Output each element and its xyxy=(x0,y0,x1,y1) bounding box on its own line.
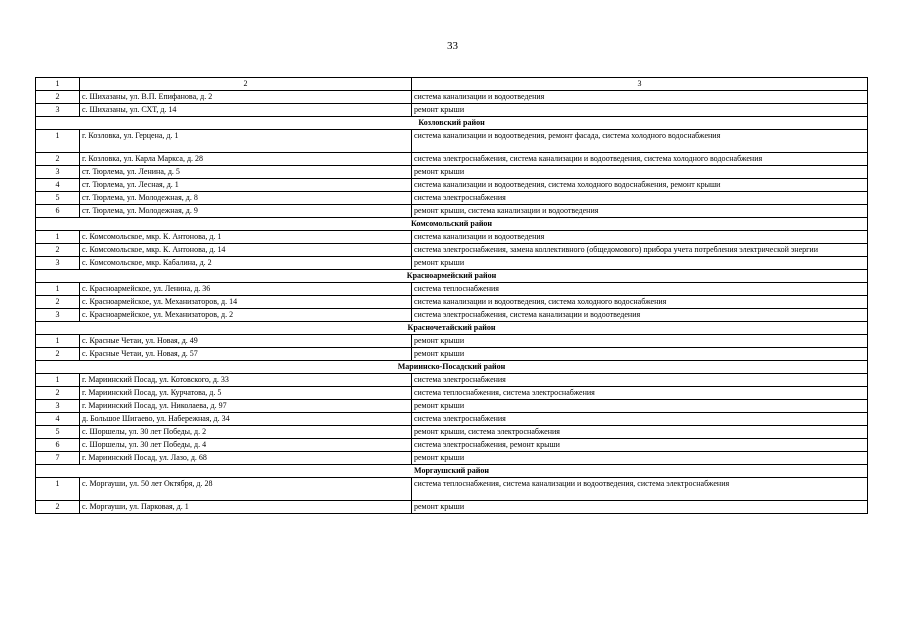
row-address-cell: ст. Тюрлема, ул. Ленина, д. 5 xyxy=(80,166,412,179)
row-works-cell: система канализации и водоотведения, ремонт фасада, система холодного водоснабжения xyxy=(412,130,868,153)
table-header-row xyxy=(36,78,868,91)
table-row xyxy=(36,348,868,361)
table-row xyxy=(36,374,868,387)
row-number-cell: 1 xyxy=(36,283,80,296)
header-cell-works: 3 xyxy=(412,78,868,91)
row-works-cell: система электроснабжения xyxy=(412,374,868,387)
table-row xyxy=(36,387,868,400)
row-address-cell: г. Мариинский Посад, ул. Котовского, д. 33 xyxy=(80,374,412,387)
table-row xyxy=(36,166,868,179)
row-number-cell: 2 xyxy=(36,91,80,104)
table-row xyxy=(36,452,868,465)
row-works-cell: система теплоснабжения, система канализации и водоотведения, система электроснабжения xyxy=(412,478,868,501)
row-address-cell: с. Шоршелы, ул. 30 лет Победы, д. 4 xyxy=(80,439,412,452)
district-header-row xyxy=(36,270,868,283)
row-address-cell: с. Красноармейское, ул. Механизаторов, д. 2 xyxy=(80,309,412,322)
row-address-cell: с. Моргауши, ул. 50 лет Октября, д. 28 xyxy=(80,478,412,501)
table-row xyxy=(36,153,868,166)
district-title: Козловский район xyxy=(36,117,868,130)
row-works-cell: ремонт крыши xyxy=(412,104,868,117)
district-title: Мариинско-Посадский район xyxy=(36,361,868,374)
district-header-row xyxy=(36,361,868,374)
table-row xyxy=(36,283,868,296)
row-address-cell: г. Козловка, ул. Карла Маркса, д. 28 xyxy=(80,153,412,166)
row-number-cell: 5 xyxy=(36,192,80,205)
row-number-cell: 2 xyxy=(36,348,80,361)
row-works-cell: ремонт крыши xyxy=(412,348,868,361)
row-address-cell: с. Красноармейское, ул. Ленина, д. 36 xyxy=(80,283,412,296)
table-row xyxy=(36,130,868,153)
row-address-cell: с. Шихазаны, ул. В.П. Епифанова, д. 2 xyxy=(80,91,412,104)
row-number-cell: 4 xyxy=(36,179,80,192)
row-works-cell: ремонт крыши xyxy=(412,400,868,413)
district-header-row xyxy=(36,322,868,335)
row-address-cell: с. Красные Четаи, ул. Новая, д. 57 xyxy=(80,348,412,361)
table-row xyxy=(36,426,868,439)
row-number-cell: 2 xyxy=(36,387,80,400)
row-works-cell: система электроснабжения, ремонт крыши xyxy=(412,439,868,452)
district-title: Комсомольский район xyxy=(36,218,868,231)
district-header-row xyxy=(36,465,868,478)
row-number-cell: 3 xyxy=(36,309,80,322)
row-works-cell: система электроснабжения xyxy=(412,413,868,426)
row-address-cell: с. Шоршелы, ул. 30 лет Победы, д. 2 xyxy=(80,426,412,439)
table-row xyxy=(36,205,868,218)
row-number-cell: 1 xyxy=(36,478,80,501)
row-works-cell: ремонт крыши xyxy=(412,335,868,348)
row-number-cell: 1 xyxy=(36,374,80,387)
repair-program-table xyxy=(35,77,868,514)
row-number-cell: 3 xyxy=(36,257,80,270)
table-row xyxy=(36,91,868,104)
row-number-cell: 6 xyxy=(36,205,80,218)
district-title: Красноармейский район xyxy=(36,270,868,283)
district-header-row xyxy=(36,117,868,130)
row-address-cell: с. Красноармейское, ул. Механизаторов, д. 14 xyxy=(80,296,412,309)
district-title: Красночетайский район xyxy=(36,322,868,335)
row-address-cell: г. Козловка, ул. Герцена, д. 1 xyxy=(80,130,412,153)
row-number-cell: 2 xyxy=(36,296,80,309)
header-cell-number: 1 xyxy=(36,78,80,91)
district-header-row xyxy=(36,218,868,231)
table-row xyxy=(36,231,868,244)
row-works-cell: система канализации и водоотведения, система холодного водоснабжения, ремонт крыши xyxy=(412,179,868,192)
row-number-cell: 2 xyxy=(36,244,80,257)
table-row xyxy=(36,501,868,514)
row-works-cell: система канализации и водоотведения, система холодного водоснабжения xyxy=(412,296,868,309)
row-works-cell: система электроснабжения, система канализации и водоотведения xyxy=(412,309,868,322)
row-number-cell: 3 xyxy=(36,166,80,179)
table-row xyxy=(36,192,868,205)
table-row xyxy=(36,244,868,257)
row-number-cell: 5 xyxy=(36,426,80,439)
row-works-cell: система теплоснабжения xyxy=(412,283,868,296)
table-row xyxy=(36,335,868,348)
table-row xyxy=(36,296,868,309)
row-address-cell: д. Большое Шигаево, ул. Набережная, д. 34 xyxy=(80,413,412,426)
row-number-cell: 1 xyxy=(36,335,80,348)
row-address-cell: ст. Тюрлема, ул. Молодежная, д. 9 xyxy=(80,205,412,218)
table-row xyxy=(36,400,868,413)
row-works-cell: система электроснабжения, замена коллективного (общедомового) прибора учета потребления электрической энергии xyxy=(412,244,868,257)
row-works-cell: ремонт крыши xyxy=(412,452,868,465)
row-works-cell: ремонт крыши xyxy=(412,166,868,179)
row-number-cell: 1 xyxy=(36,130,80,153)
row-address-cell: г. Мариинский Посад, ул. Николаева, д. 97 xyxy=(80,400,412,413)
row-address-cell: с. Моргауши, ул. Парковая, д. 1 xyxy=(80,501,412,514)
row-address-cell: ст. Тюрлема, ул. Лесная, д. 1 xyxy=(80,179,412,192)
row-address-cell: г. Мариинский Посад, ул. Курчатова, д. 5 xyxy=(80,387,412,400)
table-row xyxy=(36,413,868,426)
row-works-cell: ремонт крыши, система электроснабжения xyxy=(412,426,868,439)
row-address-cell: ст. Тюрлема, ул. Молодежная, д. 8 xyxy=(80,192,412,205)
row-number-cell: 2 xyxy=(36,153,80,166)
row-address-cell: с. Красные Четаи, ул. Новая, д. 49 xyxy=(80,335,412,348)
row-works-cell: система электроснабжения xyxy=(412,192,868,205)
row-number-cell: 7 xyxy=(36,452,80,465)
table-row xyxy=(36,104,868,117)
row-number-cell: 2 xyxy=(36,501,80,514)
table-row xyxy=(36,179,868,192)
row-works-cell: ремонт крыши, система канализации и водоотведения xyxy=(412,205,868,218)
row-number-cell: 3 xyxy=(36,400,80,413)
header-cell-address: 2 xyxy=(80,78,412,91)
row-number-cell: 1 xyxy=(36,231,80,244)
row-works-cell: система канализации и водоотведения xyxy=(412,91,868,104)
row-address-cell: с. Шихазаны, ул. СХТ, д. 14 xyxy=(80,104,412,117)
row-address-cell: г. Мариинский Посад, ул. Лазо, д. 68 xyxy=(80,452,412,465)
row-works-cell: система теплоснабжения, система электроснабжения xyxy=(412,387,868,400)
table-row xyxy=(36,309,868,322)
row-works-cell: система канализации и водоотведения xyxy=(412,231,868,244)
table-row xyxy=(36,439,868,452)
row-works-cell: система электроснабжения, система канализации и водоотведения, система холодного водоснабжения xyxy=(412,153,868,166)
page-number: 33 xyxy=(447,40,458,52)
table-body xyxy=(36,78,868,514)
row-address-cell: с. Комсомольское, мкр. К. Антонова, д. 14 xyxy=(80,244,412,257)
row-number-cell: 3 xyxy=(36,104,80,117)
table-row xyxy=(36,478,868,501)
row-number-cell: 4 xyxy=(36,413,80,426)
row-address-cell: с. Комсомольское, мкр. Кабалина, д. 2 xyxy=(80,257,412,270)
row-address-cell: с. Комсомольское, мкр. К. Антонова, д. 1 xyxy=(80,231,412,244)
district-title: Моргаушский район xyxy=(36,465,868,478)
row-number-cell: 6 xyxy=(36,439,80,452)
table-row xyxy=(36,257,868,270)
row-works-cell: ремонт крыши xyxy=(412,501,868,514)
row-works-cell: ремонт крыши xyxy=(412,257,868,270)
